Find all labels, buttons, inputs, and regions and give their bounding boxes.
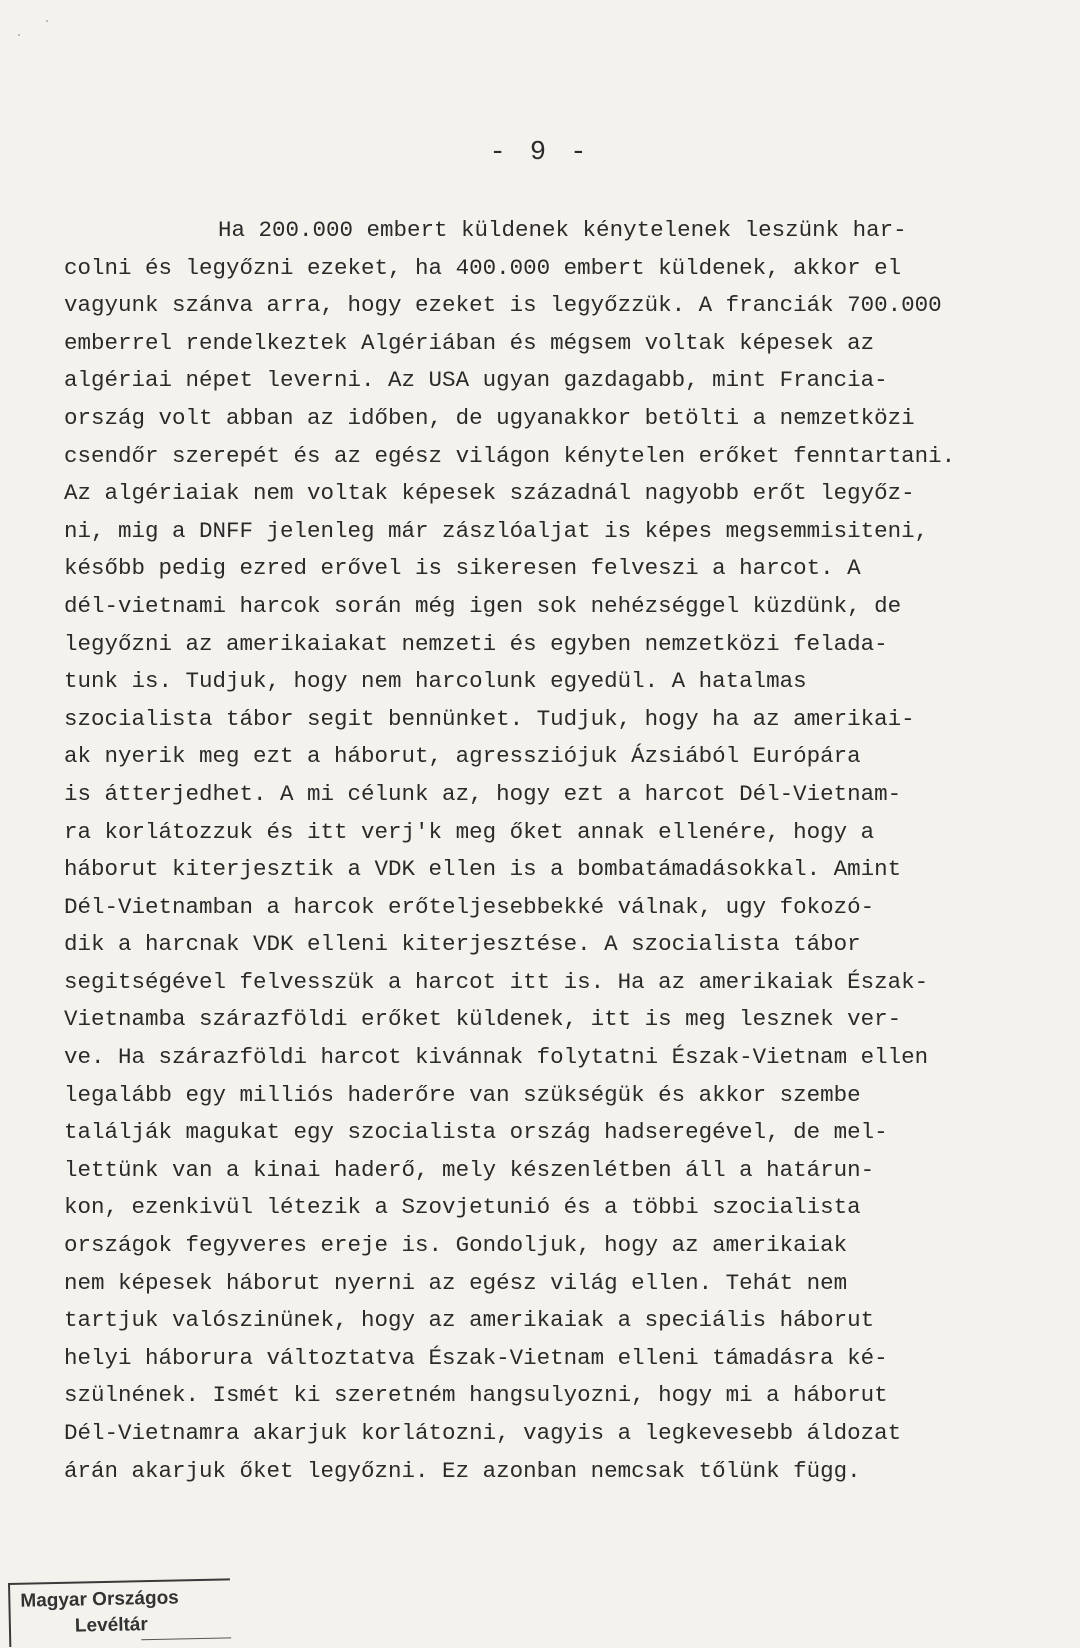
text-line: tartjuk valószinünek, hogy az amerikaiak a speciális háborut — [64, 1307, 875, 1334]
document-body — [64, 212, 1064, 1490]
text-line: algériai népet leverni. Az USA ugyan gazdagabb, mint Francia- — [64, 367, 888, 394]
text-line: legyőzni az amerikaiakat nemzeti és egyben nemzetközi felada- — [64, 630, 888, 657]
text-line: Az algériaiak nem voltak képesek századnál nagyobb erőt legyőz- — [64, 480, 915, 507]
stamp-underline — [141, 1637, 231, 1640]
text-line: colni és legyőzni ezeket, ha 400.000 embert küldenek, akkor el — [64, 254, 902, 281]
text-line: dél-vietnami harcok során még igen sok nehézséggel küzdünk, de — [64, 592, 902, 619]
text-line: árán akarjuk őket legyőzni. Ez azonban nemcsak tőlünk függ. — [64, 1457, 861, 1484]
text-line: országok fegyveres ereje is. Gondoljuk, hogy az amerikaiak — [64, 1232, 848, 1259]
text-line: később pedig ezred erővel is sikeresen felveszi a harcot. A — [64, 555, 861, 582]
text-line: legalább egy milliós haderőre van szükségük és akkor szembe — [64, 1081, 861, 1108]
text-line: Vietnamba szárazföldi erőket küldenek, itt is meg lesznek ver- — [64, 1006, 902, 1033]
stamp-line-name: Levéltár — [74, 1614, 148, 1637]
text-line: háborut kiterjesztik a VDK ellen is a bombatámadásokkal. Amint — [64, 856, 902, 883]
text-line: lettünk van a kinai haderő, mely készenlétben áll a határun- — [64, 1156, 875, 1183]
text-line: dik a harcnak VDK elleni kiterjesztése. A szocialista tábor — [64, 931, 861, 958]
text-line: ország volt abban az időben, de ugyanakkor betölti a nemzetközi — [64, 404, 915, 431]
text-line: is átterjedhet. A mi célunk az, hogy ezt a harcot Dél-Vietnam- — [64, 780, 902, 807]
text-line: csendőr szerepét és az egész világon kénytelen erőket fenntartani. — [64, 442, 956, 469]
text-line: ra korlátozzuk és itt verj'k meg őket annak ellenére, hogy a — [64, 818, 875, 845]
page-number: - 9 - — [489, 138, 591, 168]
text-line: szülnének. Ismét ki szeretném hangsulyozni, hogy mi a háborut — [64, 1382, 888, 1409]
paper-speck — [18, 34, 20, 36]
text-line: szocialista tábor segit bennünket. Tudjuk, hogy ha az amerikai- — [64, 705, 915, 732]
text-line: vagyunk szánva arra, hogy ezeket is legyőzzük. A franciák 700.000 — [64, 292, 942, 319]
text-line: segitségével felvesszük a harcot itt is. Ha az amerikaiak Észak- — [64, 968, 929, 995]
text-line: ak nyerik meg ezt a háborut, agressziójuk Ázsiából Európára — [64, 743, 861, 770]
archive-stamp — [8, 1578, 231, 1647]
text-line: ve. Ha szárazföldi harcot kivánnak folytatni Észak-Vietnam ellen — [64, 1044, 929, 1071]
text-line: találják magukat egy szocialista ország hadseregével, de mel- — [64, 1119, 888, 1146]
paper-speck — [46, 20, 48, 22]
text-line: helyi háborura változtatva Észak-Vietnam elleni támadásra ké- — [64, 1344, 888, 1371]
stamp-line-archive: Magyar Országos — [20, 1587, 179, 1612]
text-line: kon, ezenkivül létezik a Szovjetunió és a többi szocialista — [64, 1194, 861, 1221]
text-line: Dél-Vietnamban a harcok erőteljesebbekké válnak, ugy fokozó- — [64, 893, 875, 920]
text-line: tunk is. Tudjuk, hogy nem harcolunk egyedül. A hatalmas — [64, 668, 807, 695]
text-line: Ha 200.000 embert küldenek kénytelenek leszünk har- — [218, 217, 907, 243]
text-line: Dél-Vietnamra akarjuk korlátozni, vagyis a legkevesebb áldozat — [64, 1420, 902, 1446]
text-line: ni, mig a DNFF jelenleg már zászlóaljat is képes megsemmisiteni, — [64, 517, 929, 544]
text-line: emberrel rendelkeztek Algériában és mégsem voltak képesek az — [64, 329, 875, 356]
text-line: nem képesek háborut nyerni az egész világ ellen. Tehát nem — [64, 1269, 848, 1296]
